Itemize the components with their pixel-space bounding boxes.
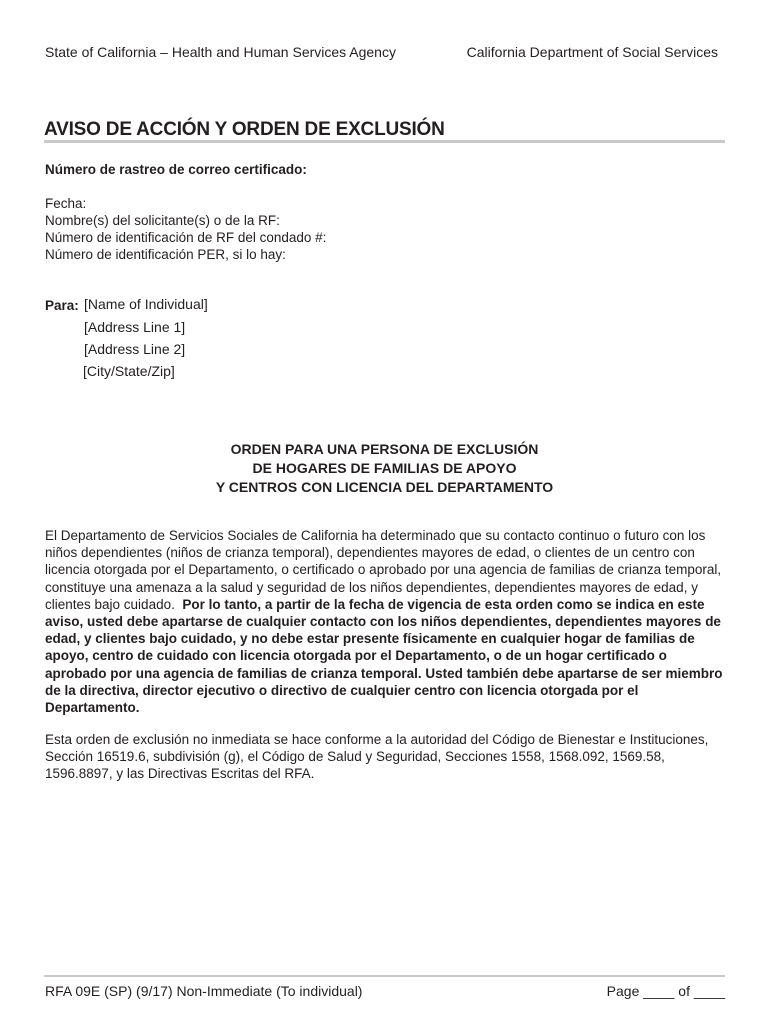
- order-title: [44, 440, 725, 497]
- form-identifier: RFA 09E (SP) (9/17) Non-Immediate (To individual): [45, 983, 363, 999]
- applicant-name-label: Nombre(s) del solicitante(s) o de la RF:: [45, 213, 280, 228]
- page-number: Page ____ of ____: [606, 983, 725, 999]
- tracking-number-label: Número de rastreo de correo certificado:: [45, 162, 307, 177]
- exclusion-order-text: Por lo tanto, a partir de la fecha de vigencia de esta orden como se indica en este aviso, usted debe apartarse de cualquier contacto con los niños dependientes, dependientes mayores de edad, y clientes bajo cuidado, y no debe estar presente físicamente en cualquier hogar de familias de apoyo, centro de cuidado con licencia otorgada por el Departamento, o de un hogar certificado o aprobado por una agencia de familias de crianza temporal. Usted también debe apartarse de ser miembro de la directiva, director ejecutivo o directivo de cualquier centro con licencia otorgada por el Departamento.: [45, 596, 723, 716]
- determination-paragraph: [45, 527, 729, 716]
- determination-text: El Departamento de Servicios Sociales de California ha determinado que su contacto continuo o futuro con los niños dependientes (niños de crianza temporal), dependientes mayores de edad, o clientes de un centro con licencia otorgada por el Departamento, o certificado o aprobado por una agencia de familias de crianza temporal, constituye una amenaza a la salud y seguridad de los niños dependientes, dependientes mayores de edad, y clientes bajo cuidado.: [45, 528, 722, 612]
- date-label: Fecha:: [45, 196, 87, 211]
- per-id-label: Número de identificación PER, si lo hay:: [45, 247, 286, 262]
- footer-divider: [44, 975, 725, 977]
- county-rf-id-label: Número de identificación de RF del condado #:: [45, 230, 327, 245]
- recipient-name: [Name of Individual]: [84, 296, 208, 312]
- agency-header: State of California – Health and Human Services Agency: [45, 44, 396, 60]
- page-title: AVISO DE ACCIÓN Y ORDEN DE EXCLUSIÓN: [44, 119, 445, 140]
- department-header: California Department of Social Services: [466, 44, 718, 60]
- address-city-state-zip: [City/State/Zip]: [83, 363, 175, 379]
- order-title-line-1: ORDEN PARA UNA PERSONA DE EXCLUSIÓN: [230, 441, 539, 457]
- address-line-1: [Address Line 1]: [84, 319, 186, 335]
- para-label: Para:: [45, 298, 79, 313]
- address-line-2: [Address Line 2]: [84, 341, 186, 357]
- title-divider: [44, 140, 725, 143]
- legal-authority-paragraph: Esta orden de exclusión no inmediata se hace conforme a la autoridad del Código de Bienestar e Instituciones, Sección 16519.6, subdivisión (g), el Código de Salud y Seguridad, Secciones 1558, 1568.092, 1569.58, 1596.8897, y las Directivas Escritas del RFA.: [45, 732, 709, 782]
- order-title-line-3: Y CENTROS CON LICENCIA DEL DEPARTAMENTO: [215, 479, 554, 495]
- order-title-line-2: DE HOGARES DE FAMILIAS DE APOYO: [252, 460, 517, 476]
